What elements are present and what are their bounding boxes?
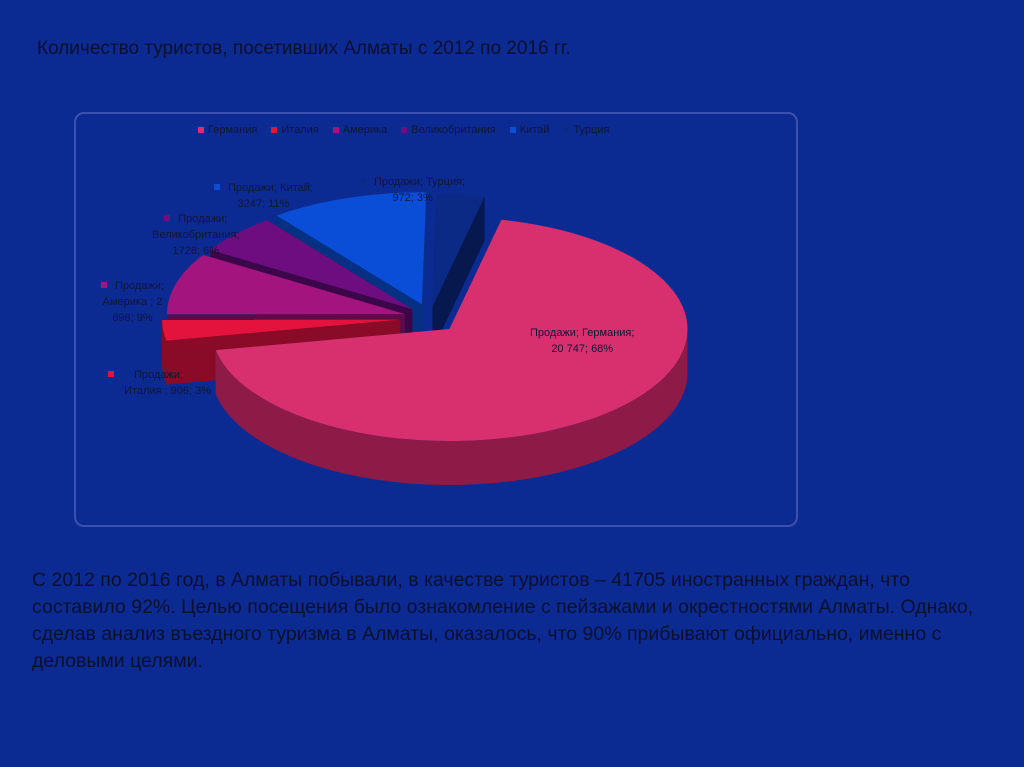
legend-swatch-icon xyxy=(401,127,407,133)
data-label-italy: Продажи; Италия ; 906; 3% xyxy=(108,367,211,399)
america-marker-icon xyxy=(101,282,107,288)
uk-marker-icon xyxy=(164,215,170,221)
legend-item-2 xyxy=(333,124,387,136)
legend-label: Великобритания xyxy=(411,124,496,136)
legend-label: Германия xyxy=(208,124,258,136)
legend-item-3 xyxy=(401,124,495,136)
data-label-china: Продажи; Китай; 3247; 11% xyxy=(214,180,313,212)
chart-legend xyxy=(198,124,609,136)
legend-swatch-icon xyxy=(198,127,204,133)
legend-swatch-icon xyxy=(333,127,339,133)
legend-swatch-icon xyxy=(510,127,516,133)
data-label-america: Продажи; Америка ; 2 696; 9% xyxy=(102,280,164,324)
legend-item-5 xyxy=(563,124,609,136)
legend-item-0 xyxy=(198,124,257,136)
legend-label: Турция xyxy=(573,124,610,136)
data-label-germany: Продажи; Германия; 20 747; 68% xyxy=(530,327,635,355)
page-title: Количество туристов, посетивших Алматы с 2012 по 2016 гг. xyxy=(37,38,571,59)
legend-label: Италия xyxy=(281,124,319,136)
body-text: С 2012 по 2016 год, в Алматы побывали, в качестве туристов – 41705 иностранных граждан, что составило 92%. Целью посещения было ознакомление с пейзажами и окрестностями Алматы. Однако, сделав анализ въездного туризма в Алматы, оказалось, что 90% прибывают официально, именно с деловыми целями. xyxy=(32,569,974,672)
legend-label: Китай xyxy=(519,124,550,136)
turkey-marker-icon xyxy=(360,178,366,184)
italy-marker-icon xyxy=(108,371,114,377)
data-label-turkey: Продажи; Турция; 972; 3% xyxy=(360,174,465,206)
data-label-uk: Продажи; Великобритания; 1728; 6% xyxy=(152,213,240,257)
legend-label: Америка xyxy=(342,124,388,136)
legend-item-4 xyxy=(510,124,550,136)
china-marker-icon xyxy=(214,184,220,190)
legend-swatch-icon xyxy=(271,127,277,133)
legend-item-1 xyxy=(271,124,318,136)
legend-swatch-icon xyxy=(563,127,569,133)
